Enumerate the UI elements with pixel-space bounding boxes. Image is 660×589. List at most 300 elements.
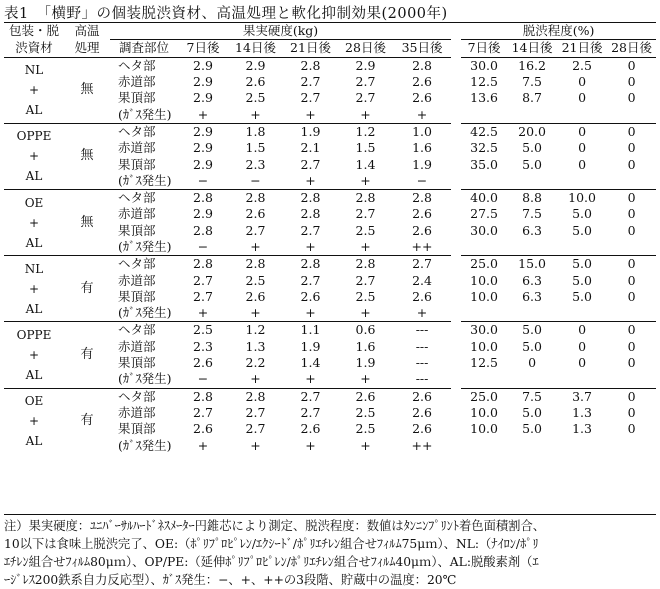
degree-cell: 5.0 [522,140,542,156]
degree-cell: 5.0 [572,206,592,222]
position-cell: ヘタ部 [110,322,178,339]
position-cell: 赤道部 [118,272,156,288]
hardness-cell: 1.9 [355,355,376,371]
degree-cell: 5.0 [507,322,557,339]
hardness-cell: --- [393,322,451,339]
hardness-cell: 2.9 [178,57,228,74]
hardness-cell: 2.3 [193,338,213,354]
heat-cell: 無 [64,189,110,255]
column-gap [451,272,461,288]
degree-cell: 0 [627,404,636,420]
footnote-line: 注）果実硬度：ﾕﾆﾊﾞｰｻﾙﾊｰﾄﾞﾈｽﾒｰﾀｰ円錐芯により測定、脱渋程度：数値はﾀﾝﾆﾝﾌﾟﾘﾝﾄ着色面積割合、 [4,519,546,533]
degree-cell: 0 [578,74,587,90]
material-label: AL [25,367,43,382]
column-gap [451,256,461,273]
hardness-day-header: 35日後 [393,40,451,57]
degree-cell: 5.0 [522,156,542,172]
degree-cell [507,239,557,256]
degree-cell [607,371,656,388]
position-cell: 赤道部 [118,206,156,222]
degree-cell: 6.3 [522,272,542,288]
hardness-cell: 2.6 [412,74,432,90]
position-cell: ヘタ部 [110,388,178,405]
hardness-cell: 2.6 [412,206,432,222]
material-cell [4,388,64,454]
degree-group-header: 脱渋程度(%) [461,23,656,40]
column-gap [451,371,461,388]
degree-cell: 5.0 [572,272,592,288]
hardness-cell: 1.9 [412,156,432,172]
hardness-cell: 1.9 [283,123,338,140]
degree-cell: 3.7 [557,388,607,405]
material-label: AL [25,434,43,449]
degree-cell: 1.3 [572,404,592,420]
column-gap [451,140,461,156]
degree-day-header: 7日後 [461,40,507,57]
hardness-cell: 2.3 [245,156,266,172]
hardness-cell: 2.8 [338,189,393,206]
footnote-line: 10以下は食味上脱渋完了、OE:（ﾎﾟﾘﾌﾟﾛﾋﾟﾚﾝ/ｴｸｼｰﾄﾞ/ﾎﾟﾘｴﾁﾚﾝ組合せﾌｨﾙﾑ75μｍ）、NL:（ﾅｲﾛﾝ/ﾎﾟﾘ [4,537,539,551]
degree-cell: 0 [607,123,656,140]
material-label: NL [24,261,44,276]
degree-cell [557,305,607,322]
degree-cell: 8.7 [522,90,542,106]
hardness-day-header: 7日後 [178,40,228,57]
position-cell: 果頂部 [118,355,156,371]
degree-cell: 0 [578,140,587,156]
degree-cell: 0 [627,222,636,238]
column-gap [451,405,461,421]
degree-cell: 0 [578,156,587,172]
hardness-cell: 2.8 [178,388,228,405]
table-row [4,388,656,405]
hardness-cell: − [416,172,428,188]
degree-cell: 0 [607,189,656,206]
hardness-cell: + [305,371,316,387]
hardness-cell: + [305,239,316,254]
degree-cell [461,173,507,190]
degree-cell: 8.8 [507,189,557,206]
hardness-cell: 2.8 [228,388,283,405]
column-gap [451,206,461,222]
column-gap [451,123,461,140]
degree-cell: 12.5 [470,74,498,90]
position-cell: ヘタ部 [110,57,178,74]
hardness-cell: 2.4 [412,272,432,288]
degree-cell: 0 [578,355,587,371]
position-cell: (ｶﾞｽ発生) [118,172,172,188]
column-gap [451,305,461,322]
heat-cell: 有 [64,322,110,388]
position-cell: 赤道部 [118,74,156,90]
degree-cell [557,239,607,256]
degree-cell [607,437,656,453]
degree-cell: 5.0 [572,222,592,238]
material-label: + [28,281,40,296]
degree-cell [607,305,656,322]
hardness-cell: 2.5 [178,322,228,339]
table-group [4,322,656,388]
degree-day-header: 28日後 [607,40,656,57]
degree-cell: 10.0 [470,338,498,354]
degree-cell [507,173,557,190]
hardness-cell: + [305,437,316,453]
hardness-cell: 2.8 [300,206,321,222]
material-label: AL [25,301,43,316]
degree-cell [557,106,607,123]
hardness-cell: 2.9 [193,206,213,222]
table-title: 表1 「横野」の個装脱渋資材、高温処理と軟化抑制効果(2000年) [4,6,448,22]
degree-cell: 10.0 [470,404,498,420]
hardness-cell: 1.6 [412,140,432,156]
degree-cell: 5.0 [522,338,542,354]
hardness-cell: 2.5 [355,404,376,420]
position-cell: 果頂部 [118,222,156,238]
column-gap [451,40,461,57]
hardness-cell: 1.5 [245,140,266,156]
degree-cell: 32.5 [470,140,498,156]
degree-cell: 0 [627,288,636,304]
table-header [4,23,656,58]
hardness-cell: 2.8 [283,189,338,206]
column-gap [451,239,461,256]
degree-cell: 0 [627,338,636,354]
hardness-cell: 0.6 [338,322,393,339]
position-cell: 果頂部 [118,421,156,437]
column-gap [451,437,461,453]
hardness-cell: + [250,106,261,122]
hardness-cell: + [416,106,428,122]
column-gap [451,355,461,371]
hardness-cell: ++ [411,239,433,254]
degree-cell: 10.0 [470,288,498,304]
hardness-cell: 2.7 [355,206,376,222]
hardness-day-header: 14日後 [228,40,283,57]
degree-cell: 6.3 [522,288,542,304]
degree-cell [507,106,557,123]
hardness-cell: 2.8 [393,57,451,74]
degree-cell: 0 [607,388,656,405]
hardness-cell: 2.1 [300,140,321,156]
hardness-cell: 2.9 [193,156,213,172]
material-label: NL [24,63,44,78]
degree-cell: 7.5 [522,74,542,90]
hardness-cell: + [305,106,316,122]
column-gap [451,322,461,339]
degree-cell [557,437,607,453]
material-label: OE [24,195,44,210]
heat-cell: 有 [64,388,110,454]
hardness-cell: 2.7 [355,74,376,90]
footnote-line: ｰｼﾞﾚｽ200鉄系自力反応型）、ｶﾞｽ発生：−、+、++の3段階、貯蔵中の温度：20℃ [4,573,457,587]
column-gap [451,421,461,437]
material-cell [4,322,64,388]
degree-cell: 7.5 [522,206,542,222]
material-label: OPPE [16,129,52,144]
column-gap [451,106,461,123]
degree-cell: 0 [557,322,607,339]
hardness-cell: 1.2 [228,322,283,339]
degree-cell: 10.0 [470,272,498,288]
heat-cell: 無 [64,123,110,189]
degree-cell [461,305,507,322]
material-label: OPPE [16,327,52,342]
column-gap [451,23,461,40]
hardness-cell: 2.5 [355,288,376,304]
hardness-cell: + [360,305,371,321]
degree-cell: 25.0 [461,388,507,405]
position-cell: ヘタ部 [110,123,178,140]
hardness-cell: 2.7 [300,90,321,106]
results-table [4,22,656,454]
degree-cell: 0 [607,322,656,339]
position-cell: (ｶﾞｽ発生) [118,305,172,321]
degree-cell: 0 [627,355,636,371]
column-gap [451,289,461,305]
material-label: + [28,149,40,164]
hardness-cell: 2.5 [245,90,266,106]
heat-cell: 有 [64,256,110,322]
position-cell: ヘタ部 [110,256,178,273]
hardness-cell: --- [415,338,429,354]
degree-cell: 5.0 [557,256,607,273]
material-header-1: 包装・脱 [4,23,64,40]
degree-cell: 30.0 [461,322,507,339]
degree-cell: 0 [627,74,636,90]
degree-cell: 10.0 [470,421,498,437]
position-cell: 果頂部 [118,90,156,106]
table-group [4,123,656,189]
degree-cell [461,106,507,123]
material-label: AL [25,235,43,250]
position-cell: 果頂部 [118,156,156,172]
hardness-cell: 1.9 [300,338,321,354]
position-header: 調査部位 [110,40,178,57]
degree-cell: 0 [607,256,656,273]
hardness-cell: 2.7 [300,74,321,90]
hardness-cell: 1.4 [355,156,376,172]
hardness-cell: + [360,371,371,387]
hardness-cell: 1.4 [300,355,321,371]
hardness-cell: 2.9 [193,140,213,156]
hardness-cell: 2.9 [338,57,393,74]
table-group [4,388,656,454]
hardness-cell: 2.8 [178,256,228,273]
hardness-cell: 2.8 [283,256,338,273]
degree-cell: 0 [627,206,636,222]
hardness-cell: + [360,239,371,254]
heat-header-1: 高温 [64,23,110,40]
material-cell [4,189,64,255]
degree-cell: 6.3 [522,222,542,238]
hardness-cell: 2.8 [338,256,393,273]
hardness-cell: 2.7 [300,222,321,238]
hardness-cell: + [360,106,371,122]
column-gap [451,74,461,90]
table-group [4,57,656,123]
hardness-cell: 2.6 [412,421,432,437]
position-cell: 果頂部 [118,288,156,304]
hardness-cell: − [250,172,261,188]
column-gap [451,173,461,190]
hardness-cell: ++ [411,437,433,453]
column-gap [451,339,461,355]
table-group [4,256,656,322]
hardness-cell: 2.7 [193,288,213,304]
degree-cell [461,371,507,388]
hardness-cell: 2.7 [283,388,338,405]
degree-cell: 0 [627,140,636,156]
column-gap [451,57,461,74]
table-row [4,57,656,74]
hardness-cell: 1.3 [245,338,266,354]
hardness-cell: − [197,239,209,254]
hardness-cell: + [250,371,261,387]
hardness-cell: 2.9 [228,57,283,74]
degree-cell: 0 [627,272,636,288]
column-gap [451,156,461,172]
material-label: AL [25,169,43,184]
material-label: + [28,215,40,230]
table-group [4,189,656,255]
hardness-cell: 2.5 [245,272,266,288]
position-cell: 赤道部 [118,404,156,420]
degree-cell: 5.0 [572,288,592,304]
hardness-cell: 2.7 [355,272,376,288]
hardness-cell: 2.8 [283,57,338,74]
degree-cell [461,239,507,256]
material-header-2: 渋資材 [4,40,64,57]
footnote [4,514,656,589]
hardness-cell: 2.7 [300,404,321,420]
degree-cell: 25.0 [461,256,507,273]
degree-cell [607,239,656,256]
degree-cell: 10.0 [557,189,607,206]
hardness-cell: − [197,371,209,387]
degree-cell: 35.0 [470,156,498,172]
degree-cell [507,437,557,453]
hardness-cell: 2.5 [355,421,376,437]
hardness-cell: 2.6 [245,74,266,90]
degree-cell: 42.5 [461,123,507,140]
degree-day-header: 21日後 [557,40,607,57]
hardness-group-header: 果実硬度(kg) [110,23,451,40]
hardness-cell: 2.6 [300,421,321,437]
hardness-cell: 2.8 [393,189,451,206]
hardness-cell: 2.7 [245,421,266,437]
column-gap [451,388,461,405]
hardness-cell: + [197,437,209,453]
column-gap [451,189,461,206]
table-row [4,322,656,339]
heat-header-2: 処理 [64,40,110,57]
degree-cell: 1.3 [572,421,592,437]
material-label: AL [25,103,43,118]
hardness-cell: 2.2 [245,355,266,371]
hardness-cell: − [197,172,209,188]
hardness-cell: 2.6 [245,288,266,304]
footnote-line: ｴﾁﾚﾝ組合せﾌｨﾙﾑ80μｍ）、OP/PE:（延伸ﾎﾟﾘﾌﾟﾛﾋﾟﾚﾝ/ﾎﾟﾘｴﾁﾚﾝ組合せﾌｨﾙﾑ40μｍ）、AL:脱酸素剤（ｴ [4,555,539,569]
position-cell: 赤道部 [118,338,156,354]
material-cell [4,256,64,322]
hardness-day-header: 28日後 [338,40,393,57]
hardness-cell: + [250,305,261,321]
hardness-cell: 2.7 [355,90,376,106]
degree-cell [461,437,507,453]
hardness-cell: + [360,172,371,188]
hardness-cell: 1.0 [393,123,451,140]
material-label: + [28,83,40,98]
hardness-day-header: 21日後 [283,40,338,57]
degree-cell: 0 [578,338,587,354]
position-cell: (ｶﾞｽ発生) [118,371,172,387]
degree-cell: 0 [627,90,636,106]
hardness-cell: 2.8 [193,222,213,238]
degree-cell: 15.0 [507,256,557,273]
hardness-cell: 2.8 [228,189,283,206]
material-cell [4,57,64,123]
degree-cell: 16.2 [507,57,557,74]
degree-cell [507,305,557,322]
material-label: + [28,347,40,362]
hardness-cell: 1.5 [355,140,376,156]
hardness-cell: 2.7 [300,156,321,172]
hardness-cell: 2.9 [178,123,228,140]
hardness-cell: 2.6 [338,388,393,405]
degree-cell: 30.0 [461,57,507,74]
hardness-cell: + [305,305,316,321]
hardness-cell: 2.5 [355,222,376,238]
degree-cell: 0 [607,57,656,74]
degree-cell: 0 [627,156,636,172]
hardness-cell: 1.1 [283,322,338,339]
degree-cell: 7.5 [507,388,557,405]
hardness-cell: 2.7 [245,222,266,238]
hardness-cell: 2.7 [300,272,321,288]
position-cell: (ｶﾞｽ発生) [118,239,172,254]
hardness-cell: + [250,239,261,254]
degree-cell: 0 [627,421,636,437]
hardness-cell: + [416,305,428,321]
material-label: + [28,414,40,429]
degree-cell: 27.5 [470,206,498,222]
column-gap [451,90,461,106]
degree-cell: 40.0 [461,189,507,206]
position-cell: ヘタ部 [110,189,178,206]
hardness-cell: 2.6 [412,404,432,420]
hardness-cell: --- [415,371,429,387]
degree-cell: 30.0 [470,222,498,238]
degree-cell: 2.5 [557,57,607,74]
degree-cell [607,106,656,123]
degree-cell: 13.6 [470,90,498,106]
heat-cell: 無 [64,57,110,123]
hardness-cell: --- [415,355,429,371]
hardness-cell: 1.8 [228,123,283,140]
hardness-cell: 2.7 [193,272,213,288]
hardness-cell: 2.8 [228,256,283,273]
hardness-cell: 2.8 [178,189,228,206]
position-cell: 赤道部 [118,140,156,156]
degree-cell: 5.0 [522,421,542,437]
hardness-cell: 2.6 [393,388,451,405]
position-cell: (ｶﾞｽ発生) [118,437,172,453]
degree-cell: 0 [528,355,537,371]
hardness-cell: 2.9 [193,90,213,106]
table-row [4,256,656,273]
degree-cell [607,173,656,190]
hardness-cell: 2.6 [412,288,432,304]
